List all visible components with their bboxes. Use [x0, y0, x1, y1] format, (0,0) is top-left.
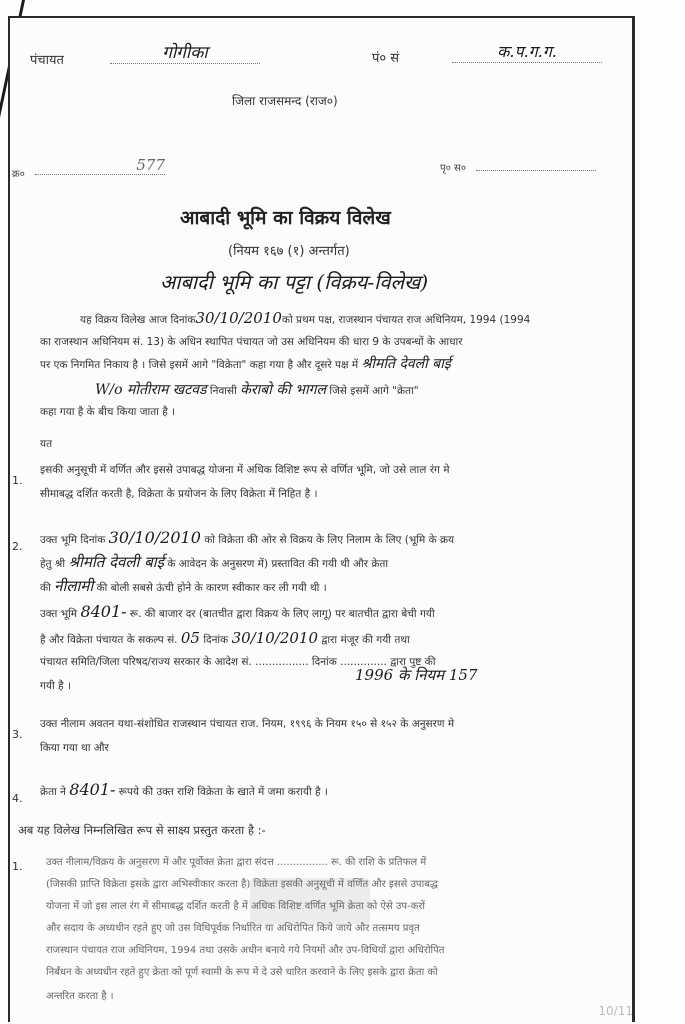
witness-line-7: अन्तरित करता है । — [46, 991, 114, 1002]
resolution-number: 05 — [180, 629, 200, 647]
page-label: पृ० स० — [440, 163, 467, 174]
p-no-value: क.प.ग.ग. — [452, 40, 602, 63]
witness-line-3: योजना में जो इस लाल रंग में सीमाबद्ध दर्शित करती है में अधिक विशिष्ट वर्णित भूमि क्रेता को ऐसे उप-करों — [46, 901, 426, 912]
item-1-line-2: सीमाबद्ध दर्शित करती है, विक्रेता के प्रयोजन के लिए विक्रेता में निहित है । — [40, 488, 318, 500]
p-no-label: पं० सं — [372, 51, 400, 66]
district-name: जिला राजसमन्द (राज०) — [232, 94, 338, 108]
deposit-amount: 8401- — [69, 780, 116, 799]
witness-line-6: निर्बंधन के अध्यधीन रहते हुए क्रेता को पूर्ण स्वामी के रूप में दे उसे धारित करवाने के लिए इसके द्वारा क्रेता को — [46, 967, 438, 978]
buyer-relation: W/o मोतीराम खटवड — [95, 382, 207, 398]
witness-line-4: और सदाय के अध्यधीन रहते हुए जो उस विधिपूर्वक निर्धारित या अधिरोपित किये जाये और तत्समय प्रवृत — [46, 923, 420, 934]
witness-line-5: राजस्थान पंचायत राज अधिनियम, 1994 तथा उसके अधीन बनाये गये नियमों और उप-विधियों द्वारा अधिरोपित — [46, 945, 445, 956]
panchayat-label: पंचायत — [30, 53, 64, 68]
page-number: 10/11 — [598, 1004, 633, 1018]
page-number-blank — [476, 170, 596, 171]
applicant-name: श्रीमति देवली बाई — [68, 553, 165, 571]
item-2-line-5: है और विक्रेता पंचायत के सकल्प सं. 05 दिनांक 30/10/2010 द्वारा मंजूर की गयी तथा — [40, 629, 410, 647]
intro-line-2: का राजस्थान अधिनियम सं. 13) के अधिन स्थापित पंचायत जो उस अधिनियम की धारा 9 के उपबन्धों के आधार — [40, 336, 463, 348]
item-3-number: 3. — [12, 728, 23, 741]
item-1-number: 1. — [12, 474, 23, 487]
item-2-number: 2. — [12, 540, 23, 553]
sale-mode: नीलामी — [54, 577, 94, 595]
intro-line-4: W/o मोतीराम खटवड निवासी केराबो की भागल जिसे इसमें आगे "क्रेता" — [95, 382, 419, 398]
buyer-residence: केराबो की भागल — [240, 382, 327, 398]
witness-item-number: 1. — [12, 860, 23, 873]
witness-line-2: (जिसकी प्राप्ति विक्रेता इसके द्वारा अभिस्वीकार करता है) विक्रेता इसकी अनुसूची में वर्णित और इससे उपाबद्ध — [46, 879, 438, 890]
item-2-line-3: की नीलामी की बोली सबसे ऊंची होने के कारण स्वीकार कर ली गयी थी । — [40, 577, 327, 595]
handwritten-title: आबादी भूमि का पट्टा (विक्रय-विलेख) — [160, 270, 429, 294]
buyer-name: श्रीमति देवली बाई — [361, 356, 451, 372]
item-4-number: 4. — [12, 792, 23, 805]
intro-line-1: यह विक्रय विलेख आज दिनांक30/10/2010को प्रथम पक्ष, राजस्थान पंचायत राज अधिनियम, 1994 (1994 — [80, 309, 531, 327]
item-2-line-1: उक्त भूमि दिनांक 30/10/2010 को विक्रेता की ओर से विक्रय के लिए निलाम के लिए (भूमि के क्रय — [40, 528, 455, 547]
panchayat-value: गोगीका — [110, 40, 260, 64]
serial-label: क्र० — [12, 169, 25, 180]
smudged-stamp — [250, 878, 370, 924]
auction-date: 30/10/2010 — [108, 528, 201, 547]
item-4-line: क्रेता ने 8401- रूपये की उक्त राशि विक्रेता के खाते में जमा करायी है । — [40, 780, 328, 799]
witness-heading: अब यह विलेख निम्नलिखित रूप से साक्ष्य प्रस्तुत करता है :- — [18, 823, 266, 837]
item-2-line-7: गयी है । — [40, 680, 71, 692]
deed-date: 30/10/2010 — [195, 309, 282, 327]
market-rate: 8401- — [80, 602, 127, 621]
item-2-line-4: उक्त भूमि 8401- रू. की बाजार दर (बातचीत द्वारा विक्रय के लिए लागू) पर बातचीत द्वारा बेची गयी — [40, 602, 435, 621]
serial-value: 577 — [35, 156, 165, 175]
item-1-line-1: इसकी अनुसूची में वर्णित और इससे उपाबद्ध योजना में अधिक विशिष्ट रूप से वर्णित भूमि, जो उसे लाल रंग मे — [40, 464, 450, 476]
intro-line-5: कहा गया है के बीच किया जाता है । — [40, 406, 176, 418]
item-3-line-2: किया गया था और — [40, 742, 109, 754]
yat-label: यत — [40, 438, 53, 450]
item-2-line-6: पंचायत समिति/जिला परिषद/राज्य सरकार के आदेश सं. ................ दिनांक .............. द्वारा पुष्ट की — [40, 656, 436, 668]
resolution-date: 30/10/2010 — [231, 629, 319, 647]
item-2-line-2: हेतु श्री श्रीमति देवली बाई के आवेदन के अनुसरण में) प्रस्तावित की गयी थी और क्रेता — [40, 553, 389, 571]
witness-line-1: उक्त नीलाम/विक्रय के अनुसरण में और पूर्वोक्त क्रेता द्वारा संदत्त ................ रू. की राशि के प्रतिफल में — [46, 857, 427, 868]
document-title: आबादी भूमि का विक्रय विलेख — [180, 207, 391, 229]
intro-line-3: पर एक निगमित निकाय है । जिसे इसमें आगे "विक्रेता" कहा गया है और दूसरे पक्ष में श्रीमति देवली बाई — [40, 356, 451, 372]
item-3-line-1: उक्त नीलाम अवतन यथा-संशोधित राजस्थान पंचायत राज. नियम, १९९६ के नियम १५० से १५२ के अनुसरण मे — [40, 718, 455, 730]
rule-reference: 1996 के नियम 157 — [355, 666, 478, 684]
document-subtitle: (नियम १६७ (१) अन्तर्गत) — [228, 244, 350, 259]
